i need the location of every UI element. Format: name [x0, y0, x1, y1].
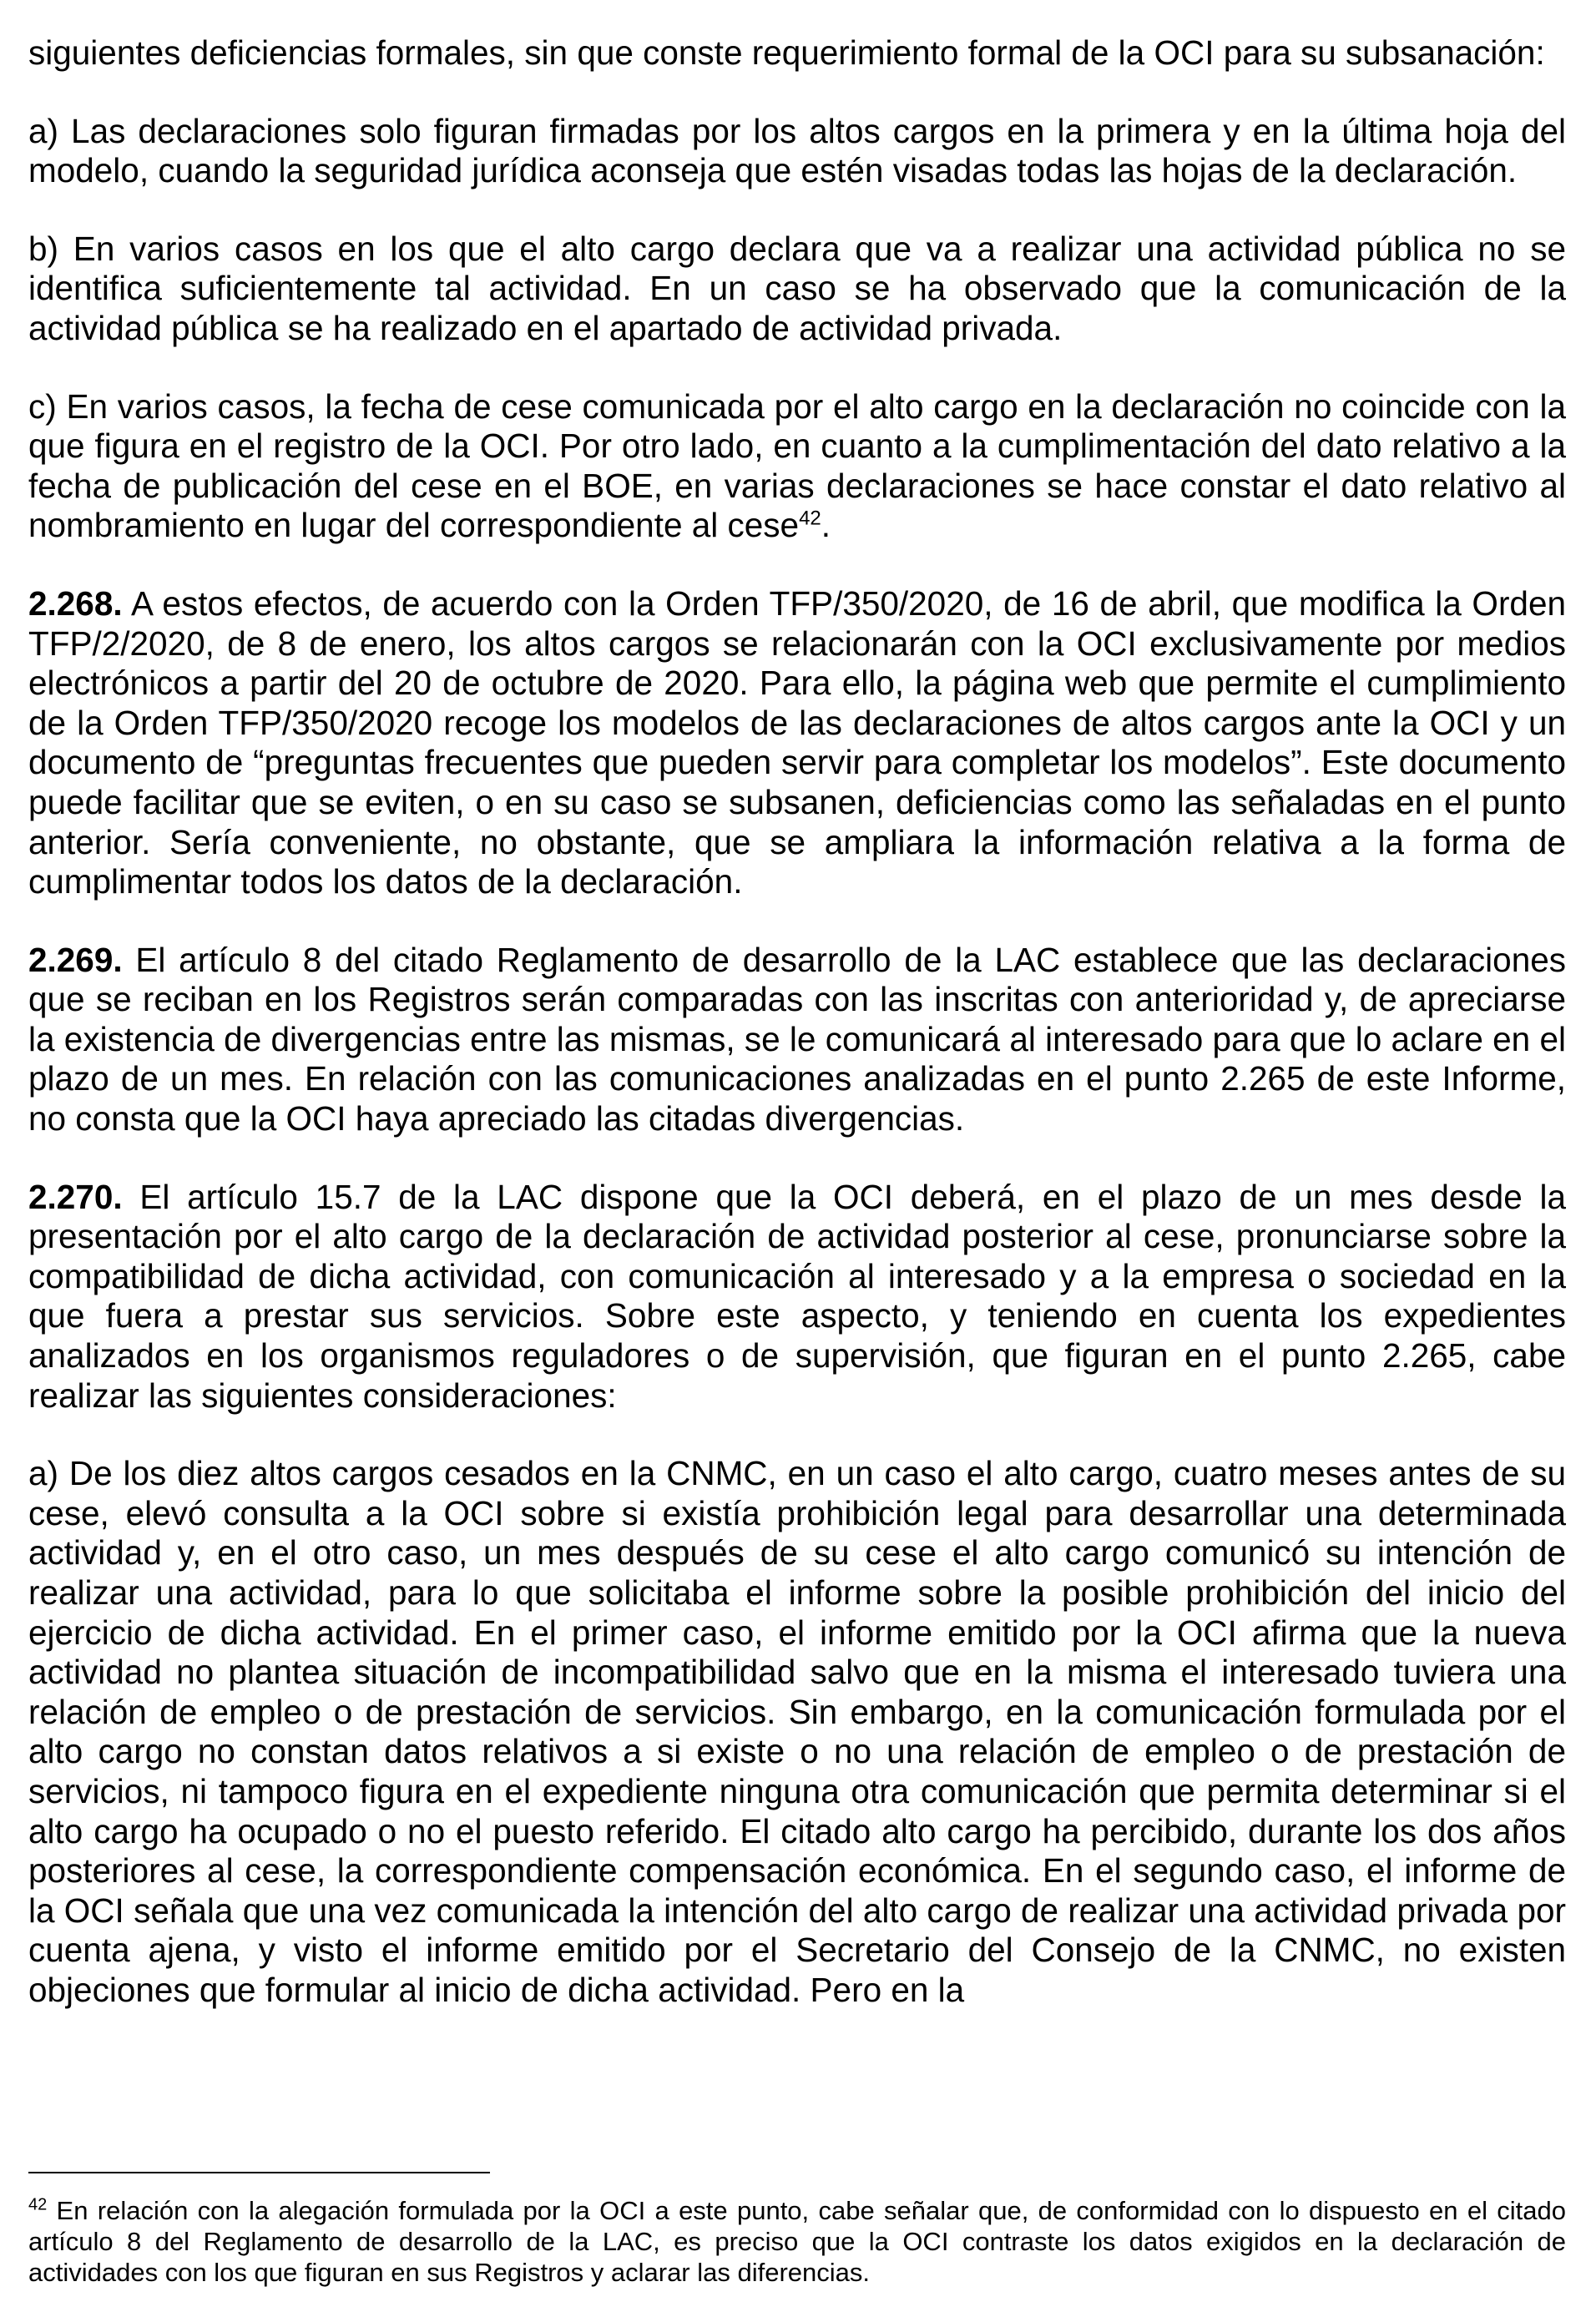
- paragraph-2-268: [28, 584, 1566, 902]
- paragraph-number: 2.268.: [28, 583, 123, 623]
- paragraph-text: El artículo 15.7 de la LAC dispone que la OCI deberá, en el plazo de un mes desde la presentación por el alto cargo de la declaración de actividad posterior al cese, pronunciarse sobre la compatibilidad de dicha actividad, con comunicación al interesado y a la empresa o sociedad en la que fuera a prestar sus servicios. Sobre este aspecto, y teniendo en cuenta los expedientes analizados en los organismos reguladores o de supervisión, que figuran en el punto 2.265, cabe realizar las siguientes consideraciones:: [28, 1177, 1566, 1415]
- footnote-reference[interactable]: 42: [799, 507, 821, 530]
- list-item-c-end: .: [821, 506, 831, 545]
- list-item-a: a) Las declaraciones solo figuran firmadas por los altos cargos en la primera y en la última hoja del modelo, cuando la seguridad jurídica aconseja que estén visadas todas las hojas de la declaración.: [28, 111, 1566, 190]
- paragraph-2-270: [28, 1178, 1566, 1416]
- footnote-separator: [28, 2172, 490, 2173]
- paragraph-text: El artículo 8 del citado Reglamento de desarrollo de la LAC establece que las declaraciones que se reciban en los Registros serán comparadas con las inscritas con anterioridad y, de apreciarse la existencia de divergencias entre las mismas, se le comunicará al interesado para que lo aclare en el plazo de un mes. En relación con las comunicaciones analizadas en el punto 2.265 de este Informe, no consta que la OCI haya apreciado las citadas divergencias.: [28, 940, 1566, 1138]
- paragraph-number: 2.270.: [28, 1177, 123, 1216]
- document-body: [28, 33, 1566, 2011]
- paragraph-text: A estos efectos, de acuerdo con la Orden TFP/350/2020, de 16 de abril, que modifica la Orden TFP/2/2020, de 8 de enero, los altos cargos se relacionarán con la OCI exclusivamente por medios electrónicos a partir del 20 de octubre de 2020. Para ello, la página web que permite el cumplimiento de la Orden TFP/350/2020 recoge los modelos de las declaraciones de altos cargos ante la OCI y un documento de “preguntas frecuentes que pueden servir para completar los modelos”. Este documento puede facilitar que se eviten, o en su caso se subsanen, deficiencias como las señaladas en el punto anterior. Sería conveniente, no obstante, que se ampliara la información relativa a la forma de cumplimentar todos los datos de la declaración.: [28, 583, 1566, 901]
- list-item-c: [28, 387, 1566, 546]
- paragraph-2-270-item-a: a) De los diez altos cargos cesados en la CNMC, en un caso el alto cargo, cuatro meses antes de su cese, elevó consulta a la OCI sobre si existía prohibición legal para desarrollar una determinada actividad y, en el otro caso, un mes después de su cese el alto cargo comunicó su intención de realizar una actividad, para lo que solicitaba el informe sobre la posible prohibición del inicio del ejercicio de dicha actividad. En el primer caso, el informe emitido por la OCI afirma que la nueva actividad no plantea situación de incompatibilidad salvo que en la misma el interesado tuviera una relación de empleo o de prestación de servicios. Sin embargo, en la comunicación formulada por el alto cargo no constan datos relativos a si existe o no una relación de empleo o de prestación de servicios, ni tampoco figura en el expediente ninguna otra comunicación que permita determinar si el alto cargo ha ocupado o no el puesto referido. El citado alto cargo ha percibido, durante los dos años posteriores al cese, la correspondiente compensación económica. En el segundo caso, el informe de la OCI señala que una vez comunicada la intención del alto cargo de realizar una actividad privada por cuenta ajena, y visto el informe emitido por el Secretario del Consejo de la CNMC, no existen objeciones que formular al inicio de dicha actividad. Pero en la: [28, 1454, 1566, 2009]
- list-item-c-text: c) En varios casos, la fecha de cese comunicada por el alto cargo en la declaración no coincide con la que figura en el registro de la OCI. Por otro lado, en cuanto a la cumplimentación del dato relativo a la fecha de publicación del cese en el BOE, en varias declaraciones se hace constar el dato relativo al nombramiento en lugar del correspondiente al cese: [28, 386, 1566, 545]
- list-item-b: b) En varios casos en los que el alto cargo declara que va a realizar una actividad pública no se identifica suficientemente tal actividad. En un caso se ha observado que la comunicación de la actividad pública se ha realizado en el apartado de actividad privada.: [28, 229, 1566, 347]
- footnote-number: 42: [28, 2195, 48, 2214]
- paragraph-2-269: [28, 941, 1566, 1139]
- intro-paragraph: siguientes deficiencias formales, sin que conste requerimiento formal de la OCI para su subsanación:: [28, 33, 1545, 72]
- footnote: [28, 2195, 1566, 2288]
- footnote-text: En relación con la alegación formulada por la OCI a este punto, cabe señalar que, de conformidad con lo dispuesto en el citado artículo 8 del Reglamento de desarrollo de la LAC, es preciso que la OCI contraste los datos exigidos en la declaración de actividades con los que figuran en sus Registros y aclarar las diferencias.: [28, 2196, 1566, 2287]
- paragraph-number: 2.269.: [28, 940, 123, 979]
